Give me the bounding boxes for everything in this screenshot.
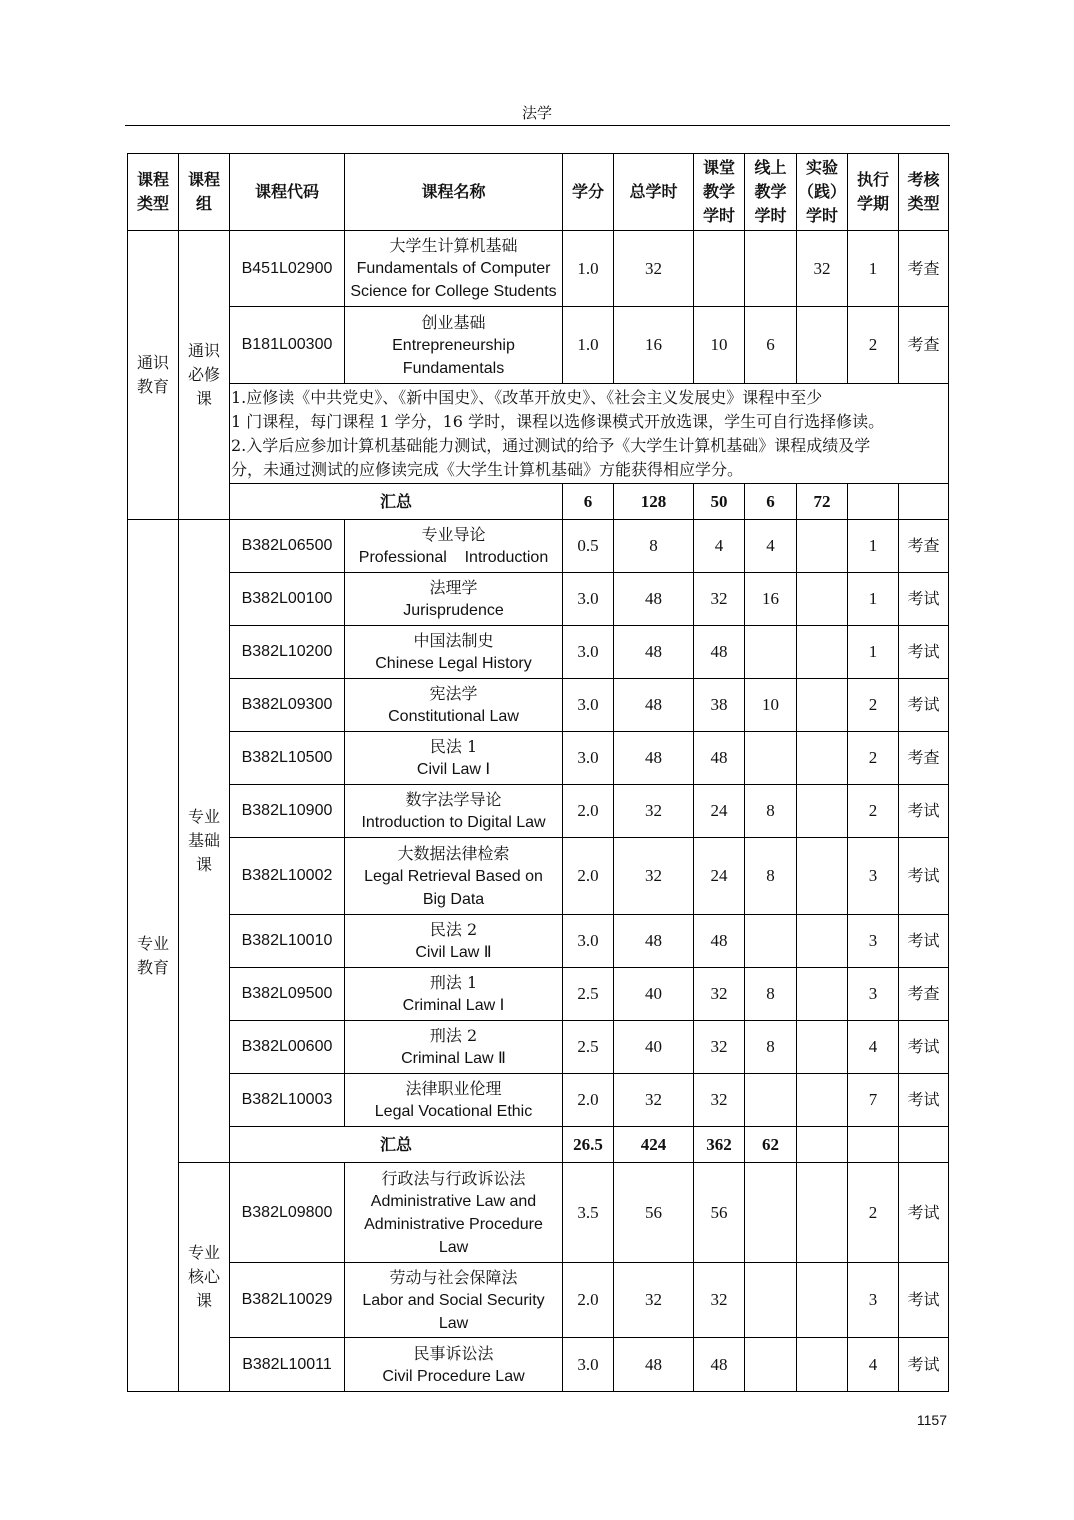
course-group-major-core: 专业 核心 课 [179,1163,230,1392]
course-name-en: Science for College Students [350,283,557,300]
cell-lab [797,307,848,384]
cell-lab [797,1338,848,1392]
course-name-en: Constitutional Law [388,708,519,725]
course-name-en: Professional Introduction [358,549,549,566]
cell-assessment: 考试 [899,1338,949,1392]
cell-classroom: 4 [694,520,745,573]
summary-assessment [899,1127,949,1163]
course-name-en: Civil Law Ⅰ [416,761,491,778]
cell-classroom: 32 [694,1074,745,1127]
course-name-zh: 刑法 1 [429,973,478,992]
course-name-en: Criminal Law Ⅱ [401,1050,506,1067]
course-name [345,1163,563,1263]
course-name-en: Criminal Law Ⅰ [402,997,505,1014]
course-name-en: Fundamentals of Computer [356,260,551,277]
note-line: 1.应修读《中共党史》、《新中国史》、《改革开放史》、《社会主义发展史》课程中至少 [231,387,823,407]
course-name [345,307,563,384]
course-name-zh: 劳动与社会保障法 [389,1267,518,1287]
cell-classroom: 32 [694,573,745,626]
cell-total: 56 [614,1163,694,1263]
cell-classroom: 48 [694,915,745,968]
course-name-en: Civil Procedure Law [382,1367,525,1385]
course-type-general: 通识 教育 [128,231,179,520]
cell-lab [797,915,848,968]
cell-lab [797,1163,848,1263]
summary-classroom: 50 [694,484,745,520]
note-line: 1 门课程，每门课程 1 学分，16 学时，课程以选修课模式开放选课，学生可自行选择修读。 [231,411,885,431]
course-code: B382L09800 [230,1163,345,1263]
course-code: B382L06500 [230,520,345,573]
cell-assessment: 考查 [899,968,949,1021]
cell-classroom: 10 [694,307,745,384]
cell-semester: 7 [848,1074,899,1127]
course-name [345,679,563,732]
curriculum-table [127,153,949,1392]
cell-total: 8 [614,520,694,573]
course-name-en: Big Data [422,890,485,908]
course-name-zh: 大数据法律检索 [397,843,510,863]
table-row [128,1074,949,1127]
course-name [345,231,563,307]
cell-total: 48 [614,1338,694,1392]
cell-assessment: 考查 [899,520,949,573]
cell-total: 32 [614,231,694,307]
cell-credit: 3.0 [563,732,614,785]
cell-total: 32 [614,1263,694,1338]
course-name-en: Civil Law Ⅱ [415,944,492,961]
course-name [345,785,563,838]
header-online-hours: 线上 教学 学时 [745,154,797,231]
cell-semester: 2 [848,785,899,838]
cell-online [745,1163,797,1263]
cell-assessment: 考试 [899,838,949,915]
note-line: 分，未通过测试的应修读完成《大学生计算机基础》方能获得相应学分。 [231,459,744,479]
course-name-zh: 宪法学 [429,684,478,703]
cell-semester: 1 [848,520,899,573]
cell-classroom: 32 [694,1021,745,1074]
course-group-general-required: 通识 必修 课 [179,231,230,520]
cell-total: 16 [614,307,694,384]
cell-total: 32 [614,785,694,838]
note-row [128,384,949,484]
cell-lab [797,626,848,679]
cell-assessment: 考试 [899,679,949,732]
cell-classroom: 48 [694,1338,745,1392]
header-lab-hours: 实验 （践） 学时 [797,154,848,231]
course-code: B382L00100 [230,573,345,626]
cell-assessment: 考查 [899,307,949,384]
cell-online: 8 [745,785,797,838]
header-credit: 学分 [563,154,614,231]
course-name-en: Law [438,1314,469,1332]
cell-online: 10 [745,679,797,732]
cell-online: 8 [745,838,797,915]
cell-semester: 1 [848,626,899,679]
cell-assessment: 考查 [899,231,949,307]
cell-classroom: 48 [694,626,745,679]
cell-online [745,231,797,307]
cell-credit: 2.5 [563,1021,614,1074]
course-name-en: Entrepreneurship [392,336,515,354]
course-code: B382L09500 [230,968,345,1021]
cell-semester: 2 [848,679,899,732]
summary-credit: 6 [563,484,614,520]
cell-classroom: 56 [694,1163,745,1263]
cell-credit: 1.0 [563,307,614,384]
header-semester: 执行 学期 [848,154,899,231]
course-code: B382L10500 [230,732,345,785]
course-code: B451L02900 [230,231,345,307]
cell-total: 40 [614,968,694,1021]
cell-semester: 3 [848,968,899,1021]
cell-online: 6 [745,307,797,384]
summary-total: 128 [614,484,694,520]
cell-semester: 3 [848,915,899,968]
cell-lab [797,968,848,1021]
cell-assessment: 考试 [899,785,949,838]
summary-label: 汇总 [230,1127,563,1163]
course-name-en: Law [438,1238,469,1256]
cell-credit: 2.0 [563,1263,614,1338]
summary-online: 6 [745,484,797,520]
cell-online: 8 [745,968,797,1021]
table-row [128,520,949,573]
course-name-zh: 法律职业伦理 [405,1079,502,1098]
course-name [345,1021,563,1074]
cell-lab [797,785,848,838]
cell-credit: 3.0 [563,573,614,626]
cell-online: 16 [745,573,797,626]
course-code: B382L00600 [230,1021,345,1074]
header-classroom-hours: 课堂 教学 学时 [694,154,745,231]
summary-semester [848,1127,899,1163]
course-name [345,838,563,915]
table-row [128,1263,949,1338]
table-row [128,732,949,785]
cell-lab [797,1074,848,1127]
cell-semester: 2 [848,732,899,785]
course-code: B382L10002 [230,838,345,915]
summary-lab [797,1127,848,1163]
course-name [345,915,563,968]
table-row [128,1163,949,1263]
cell-semester: 1 [848,573,899,626]
cell-total: 48 [614,679,694,732]
cell-total: 32 [614,838,694,915]
cell-online [745,1074,797,1127]
header-course-code: 课程代码 [230,154,345,231]
course-name-en: Legal Retrieval Based on [364,867,543,885]
cell-credit: 3.0 [563,679,614,732]
cell-lab [797,732,848,785]
cell-online [745,915,797,968]
course-code: B382L09300 [230,679,345,732]
header-total-hours: 总学时 [614,154,694,231]
cell-credit: 3.0 [563,915,614,968]
course-name-zh: 刑法 2 [429,1026,478,1045]
cell-total: 32 [614,1074,694,1127]
course-type-major: 专业 教育 [128,520,179,1392]
table-row [128,785,949,838]
table-row [128,573,949,626]
cell-lab [797,520,848,573]
cell-classroom: 24 [694,785,745,838]
summary-label: 汇总 [230,484,563,520]
header-course-name: 课程名称 [345,154,563,231]
course-name [345,968,563,1021]
cell-lab [797,679,848,732]
table-row [128,679,949,732]
general-note [230,384,949,484]
cell-credit: 3.0 [563,626,614,679]
course-name-zh: 专业导论 [421,525,486,544]
course-name-zh: 民法 1 [429,737,478,756]
cell-semester: 1 [848,231,899,307]
cell-assessment: 考试 [899,1163,949,1263]
cell-lab [797,573,848,626]
cell-lab [797,1021,848,1074]
summary-assessment [899,484,949,520]
course-name-zh: 中国法制史 [413,631,494,650]
summary-total: 424 [614,1127,694,1163]
cell-classroom: 48 [694,732,745,785]
cell-assessment: 考试 [899,915,949,968]
cell-online [745,626,797,679]
summary-semester [848,484,899,520]
cell-credit: 3.0 [563,1338,614,1392]
summary-online: 62 [745,1127,797,1163]
cell-lab: 32 [797,231,848,307]
course-name [345,520,563,573]
table-row [128,1338,949,1392]
course-name [345,1338,563,1392]
cell-online [745,732,797,785]
cell-classroom [694,231,745,307]
cell-online: 8 [745,1021,797,1074]
cell-classroom: 32 [694,1263,745,1338]
cell-total: 48 [614,732,694,785]
course-name-en: Administrative Procedure [364,1215,543,1233]
table-row [128,968,949,1021]
cell-semester: 3 [848,838,899,915]
table-row [128,915,949,968]
cell-credit: 2.5 [563,968,614,1021]
cell-classroom: 32 [694,968,745,1021]
cell-online: 4 [745,520,797,573]
cell-assessment: 考试 [899,1263,949,1338]
course-name-en: Fundamentals [402,359,505,377]
summary-lab: 72 [797,484,848,520]
summary-credit: 26.5 [563,1127,614,1163]
course-code: B382L10900 [230,785,345,838]
table-row [128,307,949,384]
page-number: 1157 [916,1412,947,1428]
course-name-zh: 行政法与行政诉讼法 [381,1168,526,1188]
course-name [345,732,563,785]
course-name-en: Labor and Social Security [362,1291,545,1309]
cell-assessment: 考试 [899,626,949,679]
cell-classroom: 24 [694,838,745,915]
cell-credit: 2.0 [563,1074,614,1127]
course-name [345,1263,563,1338]
course-group-major-basic: 专业 基础 课 [179,520,230,1163]
cell-credit: 1.0 [563,231,614,307]
course-code: B382L10011 [230,1338,345,1392]
course-name-zh: 大学生计算机基础 [389,236,518,255]
table-row [128,231,949,307]
course-name-en: Introduction to Digital Law [361,814,546,831]
cell-total: 40 [614,1021,694,1074]
note-line: 2.入学后应参加计算机基础能力测试，通过测试的给予《大学生计算机基础》课程成绩及学 [231,435,871,455]
course-name [345,1074,563,1127]
cell-credit: 3.5 [563,1163,614,1263]
header-assessment: 考核 类型 [899,154,949,231]
cell-total: 48 [614,915,694,968]
course-name-en: Legal Vocational Ethic [374,1103,533,1120]
cell-classroom: 38 [694,679,745,732]
cell-assessment: 考试 [899,1074,949,1127]
course-code: B382L10029 [230,1263,345,1338]
course-name [345,573,563,626]
course-code: B181L00300 [230,307,345,384]
cell-total: 48 [614,573,694,626]
header-course-group: 课程 组 [179,154,230,231]
summary-row [128,1127,949,1163]
summary-classroom: 362 [694,1127,745,1163]
course-code: B382L10003 [230,1074,345,1127]
cell-online [745,1338,797,1392]
cell-credit: 0.5 [563,520,614,573]
cell-semester: 4 [848,1021,899,1074]
cell-assessment: 考试 [899,573,949,626]
course-name-zh: 创业基础 [421,312,486,332]
cell-semester: 4 [848,1338,899,1392]
table-row [128,838,949,915]
table-row [128,626,949,679]
header-rule [125,125,950,126]
summary-row [128,484,949,520]
cell-assessment: 考试 [899,1021,949,1074]
course-name-zh: 民事诉讼法 [413,1343,494,1363]
cell-online [745,1263,797,1338]
cell-semester: 2 [848,307,899,384]
course-name-zh: 法理学 [429,578,478,597]
course-name-en: Administrative Law and [370,1192,537,1210]
cell-lab [797,838,848,915]
course-name-en: Jurisprudence [403,602,504,619]
course-name-zh: 数字法学导论 [405,790,502,809]
cell-credit: 2.0 [563,785,614,838]
cell-total: 48 [614,626,694,679]
header-course-type: 课程 类型 [128,154,179,231]
cell-assessment: 考查 [899,732,949,785]
table-row [128,1021,949,1074]
cell-semester: 3 [848,1263,899,1338]
cell-credit: 2.0 [563,838,614,915]
course-name-zh: 民法 2 [429,920,478,939]
course-name [345,626,563,679]
page-header-title: 法学 [521,104,552,122]
table-header-row [128,154,949,231]
cell-semester: 2 [848,1163,899,1263]
course-name-en: Chinese Legal History [375,655,532,672]
course-code: B382L10200 [230,626,345,679]
course-code: B382L10010 [230,915,345,968]
cell-lab [797,1263,848,1338]
